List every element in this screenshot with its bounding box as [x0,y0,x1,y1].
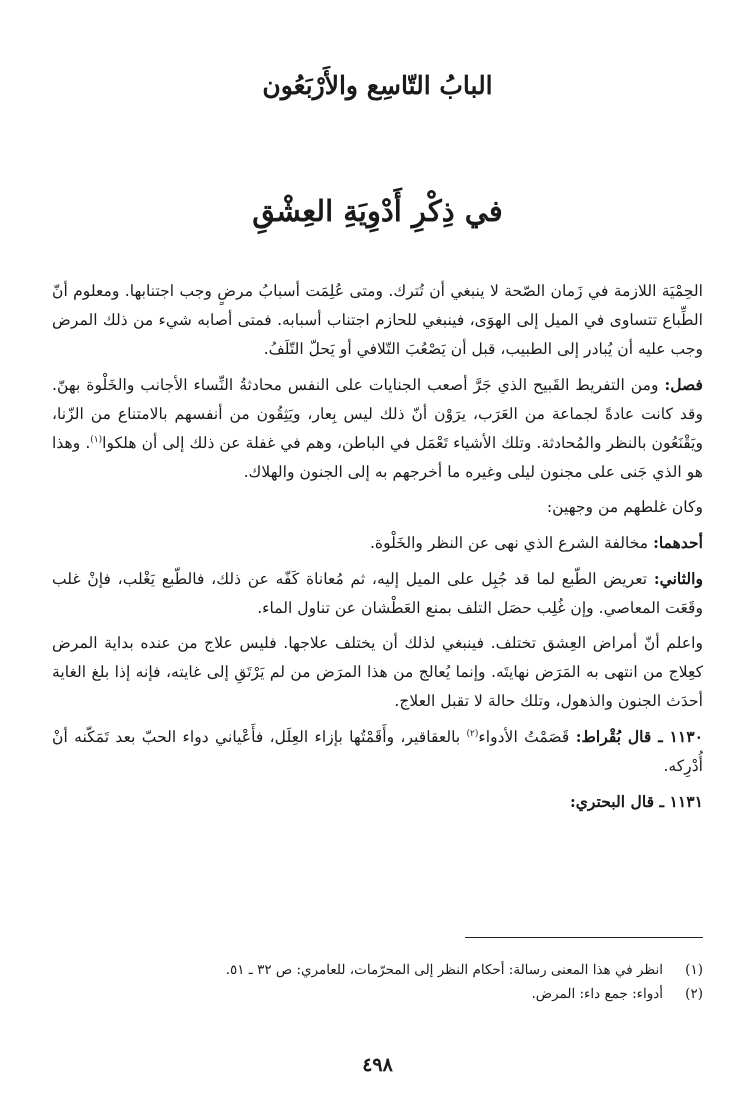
footnote-number: (١) [685,962,703,978]
page-number: ٤٩٨ [362,1054,393,1076]
footnote [52,958,703,982]
paragraph-lead: فصل: [664,375,703,394]
footnote-ref[interactable]: (١) [90,434,103,445]
paragraph [52,787,703,817]
paragraph-lead: ١١٣٠ ـ قال بُقْراط: [575,727,704,746]
paragraph [52,276,703,364]
paragraph-text: الحِمْيَة اللازمة في زَمان الصّحة لا ينبغي أن تُترك. ومتى عُلِمَت أسبابُ مرضٍ وجب اجتنابها. ومعلوم أنّ الطِّباع تتساوى في الميل إلى الهوَى، فينبغي للحازم اجتناب أسبابه. فمتى أصابه شيء من ذلك المرض وجب عليه أن يُبادر إلى الطبيب، قبل أن يَصْعُبَ التّلافي أو يَحلّ التّلَفُ. [52,282,703,358]
paragraph-lead: ١١٣١ ـ قال البحتري: [569,792,703,811]
body-text [52,276,703,823]
paragraph-lead: والثاني: [653,569,703,588]
footnote-divider [465,937,703,938]
paragraph-text: تعريض الطّبع لما قد جُبِل على الميل إليه، ثم مُعاناة كَفّه عن ذلك، فالطّبع يَغْلب، فإنْ غلب وقَعَت المعاصي. وإن غُلِب حصَل التلف بمنع العَطْشان عن تناول الماء. [52,570,703,617]
footnote [52,982,703,1006]
paragraph-text-cont: بالعقاقير، وأَقَمْتُها بإزاء العِلَل، فأَعْياني دواء الحبّ بعد تَمَكّنه أنْ أُدْرِكه. [52,728,703,775]
paragraph [52,493,703,522]
paragraph-lead: أحدهما: [653,533,703,552]
paragraph-text: واعلم أنّ أمراض العِشق تختلف. فينبغي لذلك أن يختلف علاجها. فليس علاج من عنده بداية المرض كعِلاج من انتهى به المَرَض نهايتَه. وإنما يُعالج من هذا المرَض من لم يَرْتَقِ إلى غايته، فإنه إذا بلغ الغاية أحدَث الجنون والذهول، وتلك حالة لا تقبل العلاج. [52,634,703,710]
paragraph [52,370,703,487]
paragraph [52,722,703,781]
paragraph [52,564,703,623]
section-title: في ذِكْرِ أَدْوِيَةِ العِشْقِ [252,194,503,228]
paragraph [52,528,703,558]
footnotes [52,958,703,1006]
paragraph-text: وكان غلطهم من وجهين: [546,498,703,516]
footnote-ref[interactable]: (٢) [466,728,479,739]
chapter-title: البابُ التّاسِع والأَرْبَعُون [262,71,493,100]
paragraph-text: مخالفة الشرع الذي نهى عن النظر والخَلْوة. [369,534,654,552]
footnote-number: (٢) [685,986,703,1002]
paragraph [52,629,703,716]
paragraph-text-cont: . وهذا هو الذي جَنى على مجنون ليلى وغيره ما أخرجهم به إلى الجنون والهلاك. [52,434,703,481]
paragraph-text: قَصَمْتُ الأدواء [478,728,576,746]
footnote-text: انظر في هذا المعنى رسالة: أحكام النظر إلى المحرّمات، للعامري: ص ٣٢ ـ ٥١. [225,962,663,978]
paragraph-text: ومن التفريط القَبيح الذي جَرَّ أصعب الجنايات على النفس محادثةُ النِّساء الأجانب والخَلْوة بهنّ. وقد كانت عادةً لجماعة من العَرَب، يرَوْن أنّ ذلك ليس بِعار، ويَثِقُون من أنفسهم بالامتناع من الزّنا، ويَقْنَعُون بالنظر والمُحادثة. وتلك الأشياء تَعْمَل في الباطن، وهم في غفلة عن ذلك إلى أن هلكوا [52,376,704,452]
footnote-text: أدواء: جمع داء: المرض. [531,986,663,1002]
